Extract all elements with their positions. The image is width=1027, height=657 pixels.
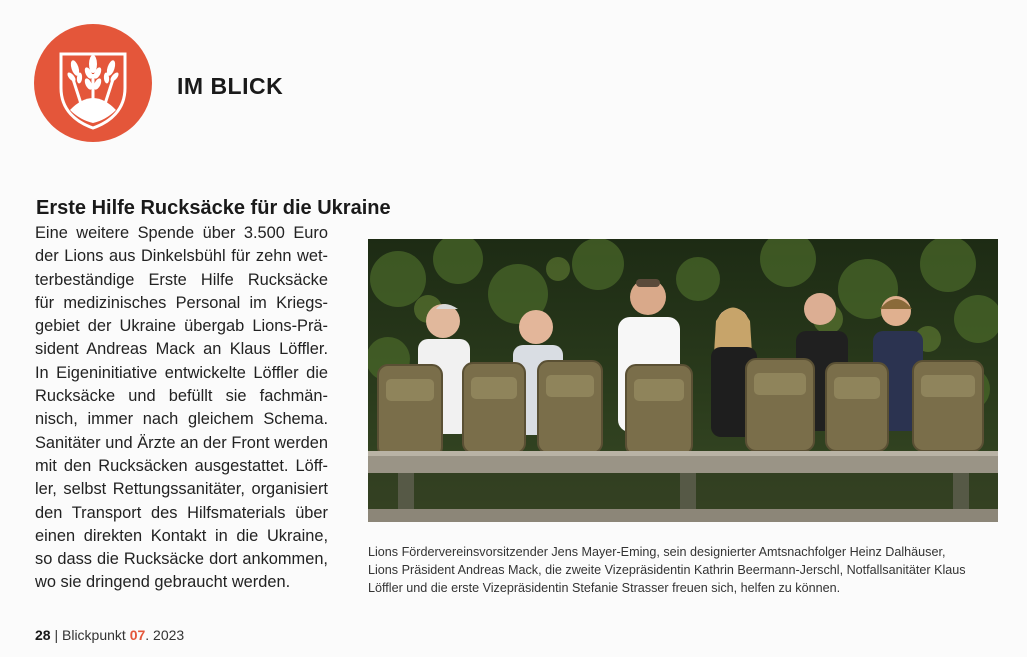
body-line: Eine weitere Spende über 3.500 Euro <box>35 224 328 242</box>
body-line: den Transport des Hilfsmaterials über <box>35 503 328 522</box>
body-line: nisch, immer nach gleichem Schema. <box>35 410 328 429</box>
photo-caption <box>368 543 1008 597</box>
page-footer <box>35 627 184 643</box>
body-line: der Lions aus Dinkelsbühl für zehn wet- <box>35 247 328 266</box>
body-line: so dass die Rucksäcke dort ankommen, <box>35 550 328 569</box>
caption-line: Lions Präsident Andreas Mack, die zweite Vizepräsidentin Kathrin Beermann-Jerschl, Notfallsanitäter Klaus <box>368 563 966 577</box>
body-line: für medizinisches Personal im Kriegs- <box>35 293 328 312</box>
body-line: ler, selbst Rettungssanitäter, organisiert <box>35 480 328 499</box>
issue-number: 07 <box>129 627 146 643</box>
body-line: sident Andreas Mack an Klaus Löffler. <box>35 340 328 359</box>
body-line: Sanitäter und Ärzte an der Front werden <box>35 433 328 452</box>
article-photo <box>368 239 998 522</box>
body-line: einen direkten Kontakt in die Ukraine, <box>35 526 328 545</box>
caption-line: Löffler und die erste Vizepräsidentin Stefanie Strasser freuen sich, helfen zu können. <box>368 581 841 595</box>
section-title: IM BLICK <box>177 73 284 99</box>
article-body <box>35 222 328 595</box>
body-line: Rucksäcke und befüllt sie fachmän- <box>35 387 328 406</box>
publication-name: Blickpunkt <box>62 627 126 643</box>
body-line: terbeständige Erste Hilfe Rucksäcke <box>35 270 328 289</box>
body-line: mit den Rucksäcken ausgestattet. Löff- <box>35 456 328 475</box>
page-number: 28 <box>35 627 51 643</box>
footer-separator: | <box>54 627 59 643</box>
body-line: gebiet der Ukraine übergab Lions-Prä- <box>35 317 328 336</box>
caption-line: Lions Fördervereinsvorsitzender Jens Mayer-Eming, sein designierter Amtsnachfolger Heinz Dalhäuser, <box>368 545 946 559</box>
issue-year: . 2023 <box>145 627 185 643</box>
body-line: wo sie dringend gebraucht werden. <box>35 573 291 592</box>
body-line: In Eigeninitiative entwickelte Löffler die <box>35 363 328 382</box>
article-headline: Erste Hilfe Rucksäcke für die Ukraine <box>36 197 391 219</box>
coat-of-arms-wheat-icon <box>34 24 152 142</box>
